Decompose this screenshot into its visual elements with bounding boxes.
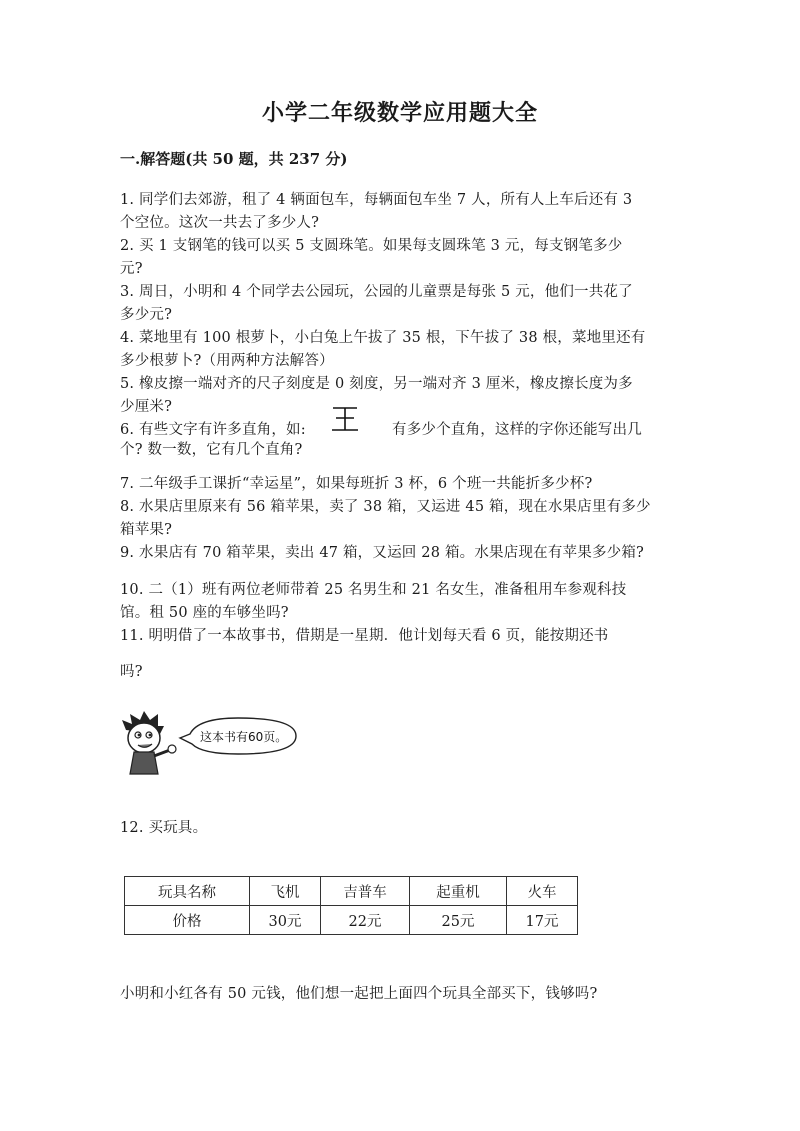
speech-bubble-text: 这本书有60页。: [200, 730, 288, 744]
section-heading: 一.解答题(共 50 题，共 237 分): [120, 150, 348, 168]
table-cell: 价格: [125, 906, 250, 935]
table-header-cell: 玩具名称: [125, 877, 250, 906]
table-header-row: [125, 877, 578, 906]
question-2-line-2: 元?: [120, 261, 143, 277]
question-8-line-1: 8. 水果店里原来有 56 箱苹果，卖了 38 箱，又运进 45 箱，现在水果店里有多少: [120, 499, 651, 515]
question-8-line-2: 箱苹果?: [120, 522, 173, 538]
question-4-line-1: 4. 菜地里有 100 根萝卜，小白兔上午拔了 35 根，下午拔了 38 根，菜地里还有: [120, 330, 646, 346]
table-header-cell: 起重机: [410, 877, 507, 906]
question-12-line-2: 小明和小红各有 50 元钱，他们想一起把上面四个玩具全部买下，钱够吗?: [120, 986, 598, 1002]
question-5-line-1: 5. 橡皮擦一端对齐的尺子刻度是 0 刻度，另一端对齐 3 厘米，橡皮擦长度为多: [120, 376, 633, 392]
table-header-cell: 吉普车: [321, 877, 410, 906]
question-6-line-1a: 6. 有些文字有许多直角，如:: [120, 422, 306, 438]
question-9-line-1: 9. 水果店有 70 箱苹果，卖出 47 箱，又运回 28 箱。水果店现在有苹果多少箱?: [120, 545, 645, 561]
question-1-line-2: 个空位。这次一共去了多少人?: [120, 215, 320, 231]
question-3-line-2: 多少元?: [120, 307, 173, 323]
table-header-cell: 飞机: [250, 877, 321, 906]
page-title: 小学二年级数学应用题大全: [261, 100, 538, 126]
question-10-line-1: 10. 二（1）班有两位老师带着 25 名男生和 21 名女生，准备租用车参观科技: [120, 582, 627, 598]
table-header-cell: 火车: [507, 877, 578, 906]
question-6-line-2: 个? 数一数，它有几个直角?: [120, 442, 303, 458]
table-cell: 22元: [321, 906, 410, 935]
question-6-line-1b: 有多少个直角，这样的字你还能写出几: [392, 422, 642, 438]
question-11-line-2: 吗?: [120, 664, 143, 680]
question-4-line-2: 多少根萝卜?（用两种方法解答）: [120, 353, 334, 369]
question-5-line-2: 少厘米?: [120, 399, 173, 415]
toy-price-table: [124, 876, 578, 935]
boy-speech-illustration: [118, 708, 308, 778]
question-1-line-1: 1. 同学们去郊游，租了 4 辆面包车，每辆面包车坐 7 人，所有人上车后还有 3: [120, 192, 633, 208]
table-cell: 25元: [410, 906, 507, 935]
question-11-line-1: 11. 明明借了一本故事书，借期是一星期．他计划每天看 6 页，能按期还书: [120, 628, 609, 644]
table-row: [125, 906, 578, 935]
example-char: 王: [330, 402, 331, 403]
question-10-line-2: 馆。租 50 座的车够坐吗?: [120, 605, 289, 621]
question-3-line-1: 3. 周日，小明和 4 个同学去公园玩，公园的儿童票是每张 5 元，他们一共花了: [120, 284, 633, 300]
question-2-line-1: 2. 买 1 支钢笔的钱可以买 5 支圆珠笔。如果每支圆珠笔 3 元，每支钢笔多少: [120, 238, 623, 254]
question-12-line-1: 12. 买玩具。: [120, 820, 208, 836]
wang-character-figure: [330, 402, 360, 434]
question-7-line-1: 7. 二年级手工课折“幸运星”，如果每班折 3 杯，6 个班一共能折多少杯?: [120, 476, 593, 492]
table-cell: 30元: [250, 906, 321, 935]
table-cell: 17元: [507, 906, 578, 935]
